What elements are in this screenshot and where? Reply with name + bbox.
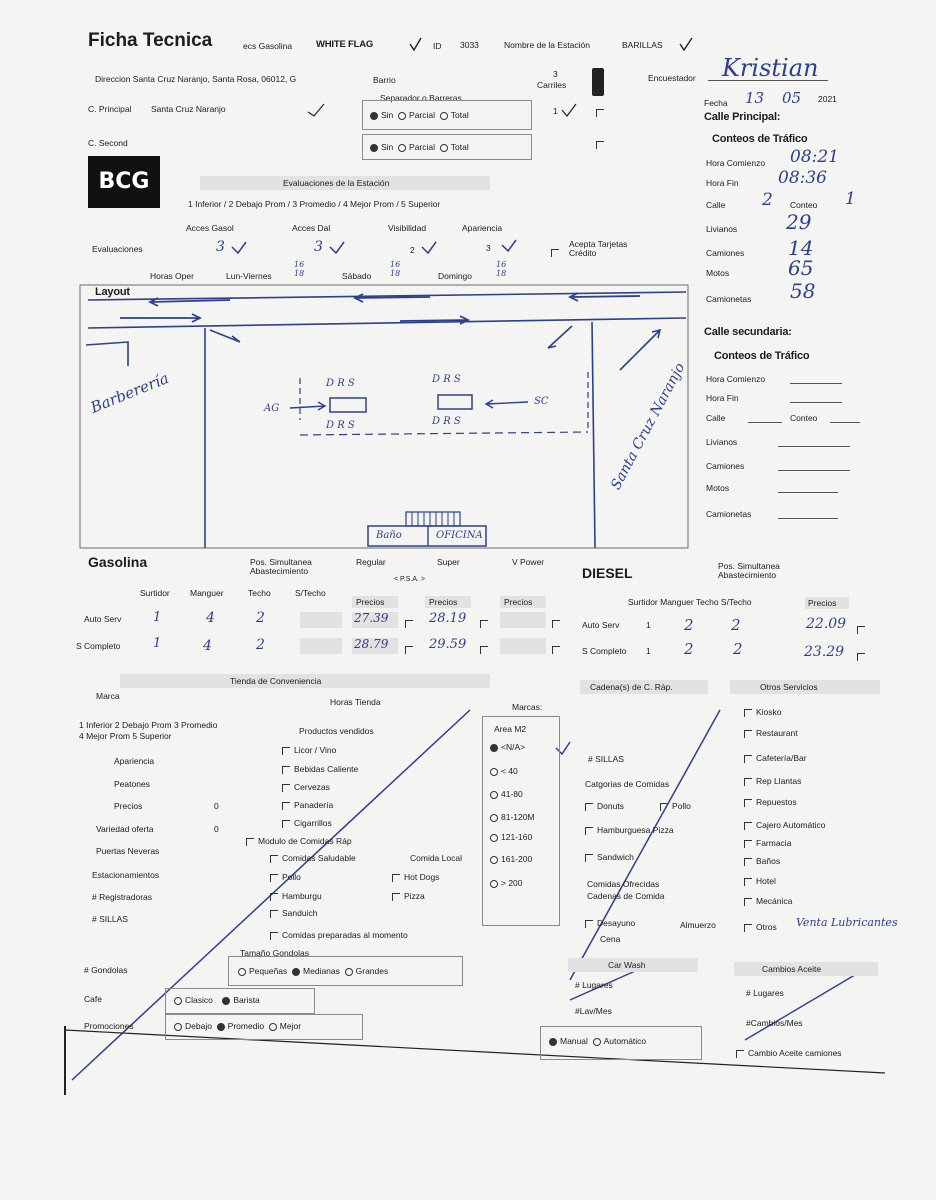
otros-otros-value[interactable]: Venta Lubricantes [796,916,898,929]
principal-camiones[interactable]: 14 [788,236,814,260]
gasolina-pos-sim: Pos. Simultanea Abastecimiento [250,557,312,576]
secundaria-conteos: Conteos de Tráfico [714,350,810,362]
tienda-estacionamientos: Estacionamientos [92,870,160,880]
direccion: Direccion Santa Cruz Naranjo, Santa Rosa, 06012, G [95,74,297,84]
carriles-checkbox-2[interactable] [596,136,608,154]
principal-livianos[interactable]: 29 [786,210,812,234]
gas-row-2-regular-check[interactable] [405,641,417,659]
gas-row-2-label: S Completo [76,641,121,651]
cat-cena[interactable]: Cena [600,934,621,944]
cambios-camiones[interactable]: Cambio Aceite camiones [736,1048,842,1058]
encuestador-value[interactable]: Kristian [722,54,819,82]
lun-vie-label: Lun-Viernes [226,271,272,281]
marcas-label: Marcas: [512,702,543,712]
principal-camiones-label: Camiones [706,248,745,258]
secundaria-hora-fin-label: Hora Fin [706,393,739,403]
secundaria-livianos-label: Livianos [706,437,738,447]
tienda-sillas: # SILLAS [92,914,128,924]
gas-row-2-vpower-check[interactable] [552,641,564,659]
principal-conteos: Conteos de Tráfico [712,133,808,145]
secundaria-camionetas-field[interactable] [778,518,838,519]
secundaria-calle-label: Calle [706,413,726,423]
area-na[interactable]: <N/A> [490,742,525,752]
principal-camionetas[interactable]: 58 [790,279,816,303]
gasolina-vpower: V Power [512,557,545,567]
layout-drs-2: D R S [326,420,355,431]
cambios-title: Cambios Aceite [762,964,822,974]
gasolina-super: Super [437,557,460,567]
producto-panaderia[interactable]: Panadería [282,800,333,810]
promociones-options[interactable]: Debajo Promedio Mejor [174,1021,301,1031]
otros-farmacia[interactable]: Farmacia [744,838,791,848]
principal-motos[interactable]: 65 [788,256,814,280]
gas-row-1-stecho[interactable] [300,612,342,628]
cat-donuts[interactable]: Donuts [585,801,624,811]
otros-mecanica[interactable]: Mecánica [744,896,792,906]
gas-row-1-label: Auto Serv [84,614,122,624]
productos-label: Productos vendidos [299,726,374,736]
gas-row-1-vpower-check[interactable] [552,615,564,633]
layout-oficina: OFICINA [436,530,483,541]
station-label: Nombre de la Estación [504,40,590,50]
cadena-ofrecidas: Comidas Ofrecidas [587,879,660,889]
comida-hotdogs[interactable]: Hot Dogs [392,872,439,882]
gas-row-2-vpower[interactable] [500,638,546,654]
eval-title: Evaluaciones de la Estación [283,178,390,188]
acces-gasol-label: Acces Gasol [186,223,234,233]
eval-acces-dal[interactable]: 3 [314,239,323,255]
principal-hora-fin[interactable]: 08:36 [778,168,827,188]
principal-conteo[interactable]: 1 [845,189,856,209]
gas-row-1-super[interactable]: 28.19 [429,611,467,626]
carriles-count: 1 [553,106,558,116]
carwash-lav-mes: #Lav/Mes [575,1006,612,1016]
layout-title: Layout [95,286,130,298]
tienda-title: Tienda de Conveniencia [230,676,322,686]
separador-row-2[interactable]: Sin Parcial Total [370,142,469,152]
otros-title: Otros Servicios [760,682,818,692]
col-techo: Techo [248,588,271,598]
secundaria-camiones-label: Camiones [706,461,745,471]
c-principal-label: C. Principal [88,104,132,114]
gas-row-2-manguer[interactable]: 4 [203,638,212,654]
carriles-num: 3 [553,69,558,79]
tienda-precios-val[interactable]: 0 [214,801,219,811]
secundaria-motos-label: Motos [706,483,730,493]
promociones-label: Promociones [84,1021,134,1031]
gas-row-2-regular[interactable]: 28.79 [354,637,389,651]
principal-camionetas-label: Camionetas [706,294,752,304]
acepta-label: Acepta Tarjetas Crédito [569,239,628,258]
otros-rep-llantas[interactable]: Rep Llantas [744,776,801,786]
cat-desayuno[interactable]: Desayuno [585,918,635,928]
diesel-row-1-check[interactable] [857,621,869,639]
principal-livianos-label: Livianos [706,224,738,234]
precios-super: Precios [429,597,458,607]
gas-row-2-techo[interactable]: 2 [256,637,265,653]
diesel-cols: Surtidor Manguer Techo S/Techo [628,597,752,607]
layout-ag: AG [264,403,280,414]
cafe-label: Cafe [84,994,102,1004]
otros-restaurant[interactable]: Restaurant [744,728,798,738]
principal-motos-label: Motos [706,268,730,278]
lun-vie-value[interactable]: 16 18 [294,260,305,278]
layout-bano: Baño [376,530,402,541]
principal-hora-comienzo-label: Hora Comienzo [706,158,766,168]
principal-calle[interactable]: 2 [762,190,773,210]
gas-row-2-super-check[interactable] [480,641,492,659]
diesel-row-2-precio[interactable]: 23.29 [804,644,845,660]
fecha-label: Fecha [704,98,728,108]
otros-otros[interactable]: Otros [744,922,777,932]
eval-scale: 1 Inferior / 2 Debajo Prom / 3 Promedio / 4 Mejor Prom / 5 Superior [188,199,441,209]
acepta-checkbox[interactable] [551,244,563,262]
cadena-sillas: # SILLAS [588,754,624,764]
id-label: ID [433,41,442,51]
principal-conteo-label: Conteo [790,200,818,210]
encuestador-label: Encuestador [648,73,696,83]
tienda-scale-1: 1 Inferior 2 Debajo Prom 3 Promedio [79,720,218,730]
diesel-row-2-techo[interactable]: 2 [733,640,743,658]
diesel-row-2-manguer[interactable]: 2 [684,640,694,658]
gas-row-2-stecho[interactable] [300,638,342,654]
principal-calle-label: Calle [706,200,726,210]
diesel-row-2-label: S Completo [582,646,627,656]
gasolina-title: Gasolina [88,554,148,570]
eval-visibilidad[interactable]: 2 [410,245,415,255]
otros-hotel[interactable]: Hotel [744,876,776,886]
comida-preparadas[interactable]: Comidas preparadas al momento [270,930,408,940]
cadena-title: Cadena(s) de C. Ráp. [590,682,673,692]
cambios-mes: #Cambios/Mes [746,1018,803,1028]
tienda-apariencia: Apariencia [114,756,155,766]
comida-sanduich[interactable]: Sanduich [270,908,317,918]
gas-row-1-regular[interactable]: 27.39 [354,611,389,625]
secundaria-camionetas-label: Camionetas [706,509,752,519]
eval-apariencia[interactable]: 3 [486,243,491,253]
producto-cigarrillos[interactable]: Cigarrillos [282,818,332,828]
comida-pizza[interactable]: Pizza [392,891,425,901]
c-second-label: C. Second [88,138,128,148]
tienda-horas: Horas Tienda [330,697,381,707]
carriles-label: Carriles [537,80,567,90]
tamano-gondolas-options[interactable]: Pequeñas Medianas Grandes [238,966,388,976]
principal-hora-fin-label: Hora Fin [706,178,739,188]
cafe-options[interactable]: Clasico Barista [174,995,260,1005]
apariencia-label: Apariencia [462,223,503,233]
cadena-categorias: Catgorias de Comidas [585,779,670,789]
col-stecho: S/Techo [295,588,326,598]
gas-row-1-super-check[interactable] [480,615,492,633]
diesel-row-1-techo[interactable]: 2 [731,616,741,634]
layout-sc: SC [534,396,549,407]
cat-pollo[interactable]: Pollo [660,801,691,811]
comida-pollo[interactable]: Pollo [270,872,301,882]
comida-hamburguesa[interactable]: Hamburgu [270,891,322,901]
secundaria-conteo-label: Conteo [790,413,818,423]
secundaria-title: Calle secundaria: [704,326,792,338]
tienda-variedad-val[interactable]: 0 [214,824,219,834]
id-value: 3033 [460,40,479,50]
cadena-cadenas: Cadenas de Comida [587,891,665,901]
brand-value: WHITE FLAG [316,39,374,50]
domingo-value[interactable]: 16 18 [496,260,507,278]
domingo-label: Domingo [438,271,473,281]
diesel-precios: Precios [808,598,837,608]
producto-cervezas[interactable]: Cervezas [282,782,330,792]
secundaria-motos-field[interactable] [778,492,838,493]
tienda-precios: Precios [114,801,143,811]
tamano-gondolas-label: Tamaño Gondolas [240,948,309,958]
gasolina-psa: < P.S.A. > [394,576,426,583]
secundaria-conteo-field[interactable] [830,422,860,423]
fecha-month[interactable]: 05 [782,89,802,107]
carwash-title: Car Wash [608,960,646,970]
gas-row-1-regular-check[interactable] [405,615,417,633]
principal-title: Calle Principal: [704,111,781,123]
sabado-value[interactable]: 16 18 [390,260,401,278]
tienda-scale-2: 4 Mejor Prom 5 Superior [79,731,172,741]
bcg-logo: BCG [88,156,160,208]
layout-drs-4: D R S [432,416,461,427]
precios-vpower: Precios [504,597,533,607]
producto-bebidas[interactable]: Bebidas Caliente [282,764,358,774]
acces-dal-label: Acces Dal [292,223,331,233]
cat-sandwich[interactable]: Sandwich [585,852,634,862]
visibilidad-label: Visibilidad [388,223,427,233]
c-principal-value: Santa Cruz Naranjo [151,104,226,114]
secundaria-calle-field[interactable] [748,422,782,423]
diesel-row-1-precio[interactable]: 22.09 [806,616,847,632]
gas-row-2-super[interactable]: 29.59 [429,637,467,652]
gas-row-1-techo[interactable]: 2 [256,610,265,626]
cat-hamburguesa[interactable]: Hamburguesa Pizza [585,825,674,835]
tienda-puertas: Puertas Neveras [96,846,160,856]
tienda-variedad: Variedad oferta [96,824,154,834]
layout-santa-cruz: Santa Cruz Naranjo [608,360,689,493]
fecha-day[interactable]: 13 [745,89,765,107]
col-surtidor: Surtidor [140,588,170,598]
diesel-row-2-surtidor[interactable]: 1 [646,646,651,656]
brand-label: ecs Gasolina [243,41,293,51]
precios-regular: Precios [356,597,385,607]
fecha-year: 2021 [818,94,837,104]
evaluaciones-label: Evaluaciones [92,244,143,254]
otros-cafeteria[interactable]: Cafetería/Bar [744,753,807,763]
area-gt200[interactable]: > 200 [490,878,523,888]
carwash-mode-options[interactable]: Manual Automático [549,1036,646,1046]
layout-drs-1: D R S [326,378,355,389]
otros-cajero[interactable]: Cajero Automático [744,820,825,830]
cambios-lugares: # Lugares [746,988,784,998]
principal-hora-comienzo[interactable]: 08:21 [790,147,839,167]
eval-acces-gasol[interactable]: 3 [216,239,225,255]
carriles-checkbox-1[interactable] [596,104,608,122]
gasolina-regular: Regular [356,557,386,567]
comida-local-label: Comida Local [410,853,462,863]
comida-saludable[interactable]: Comidas Saludable [270,853,356,863]
gas-row-2-surtidor[interactable]: 1 [153,636,162,651]
tienda-registradoras: # Registradoras [92,892,153,902]
area-121-160[interactable]: 121-160 [490,832,532,842]
tienda-peatones: Peatones [114,779,150,789]
gas-row-1-manguer[interactable]: 4 [206,610,215,626]
diesel-row-1-surtidor[interactable]: 1 [646,620,651,630]
diesel-row-1-label: Auto Serv [582,620,620,630]
diesel-title: DIESEL [582,565,633,581]
area-label: Area M2 [494,724,527,734]
secundaria-livianos-field[interactable] [778,446,850,447]
area-lt40[interactable]: < 40 [490,766,518,776]
horas-label: Horas Oper [150,271,194,281]
sabado-label: Sábado [342,271,372,281]
gas-row-1-surtidor[interactable]: 1 [153,610,162,625]
area-161-200[interactable]: 161-200 [490,854,532,864]
station-value: BARILLAS [622,40,663,50]
secundaria-camiones-field[interactable] [778,470,850,471]
secundaria-hora-comienzo-label: Hora Comienzo [706,374,766,384]
cat-almuerzo[interactable]: Almuerzo [680,920,716,930]
form-title: Ficha Tecnica [88,30,213,51]
area-41-80[interactable]: 41-80 [490,789,523,799]
col-manguer: Manguer [190,588,224,598]
otros-repuestos[interactable]: Repuestos [744,797,797,807]
diesel-row-2-check[interactable] [857,648,869,666]
gas-row-1-vpower[interactable] [500,612,546,628]
secundaria-hora-comienzo-field[interactable] [790,383,842,384]
separador-label: Separador o Barreras [380,93,462,103]
producto-licor[interactable]: Licor / Vino [282,745,336,755]
barrio-label: Barrio [373,75,396,85]
otros-banos[interactable]: Baños [744,856,780,866]
otros-kiosko[interactable]: Kiosko [744,707,782,717]
separador-row-1[interactable]: Sin Parcial Total [370,110,469,120]
tienda-marca: Marca [96,691,120,701]
layout-barberia: Barberería [88,369,172,417]
secundaria-hora-fin-field[interactable] [790,402,842,403]
modulo-comidas[interactable]: Modulo de Comidas Ráp [246,836,352,846]
carwash-lugares: # Lugares [575,980,613,990]
layout-drs-3: D R S [432,374,461,385]
diesel-pos-sim: Pos. Simultanea Abastecimiento [718,561,780,580]
encuestador-line [708,80,828,81]
diesel-row-1-manguer[interactable]: 2 [684,616,694,634]
gondolas-label: # Gondolas [84,965,128,975]
area-81-120[interactable]: 81-120M [490,812,535,822]
